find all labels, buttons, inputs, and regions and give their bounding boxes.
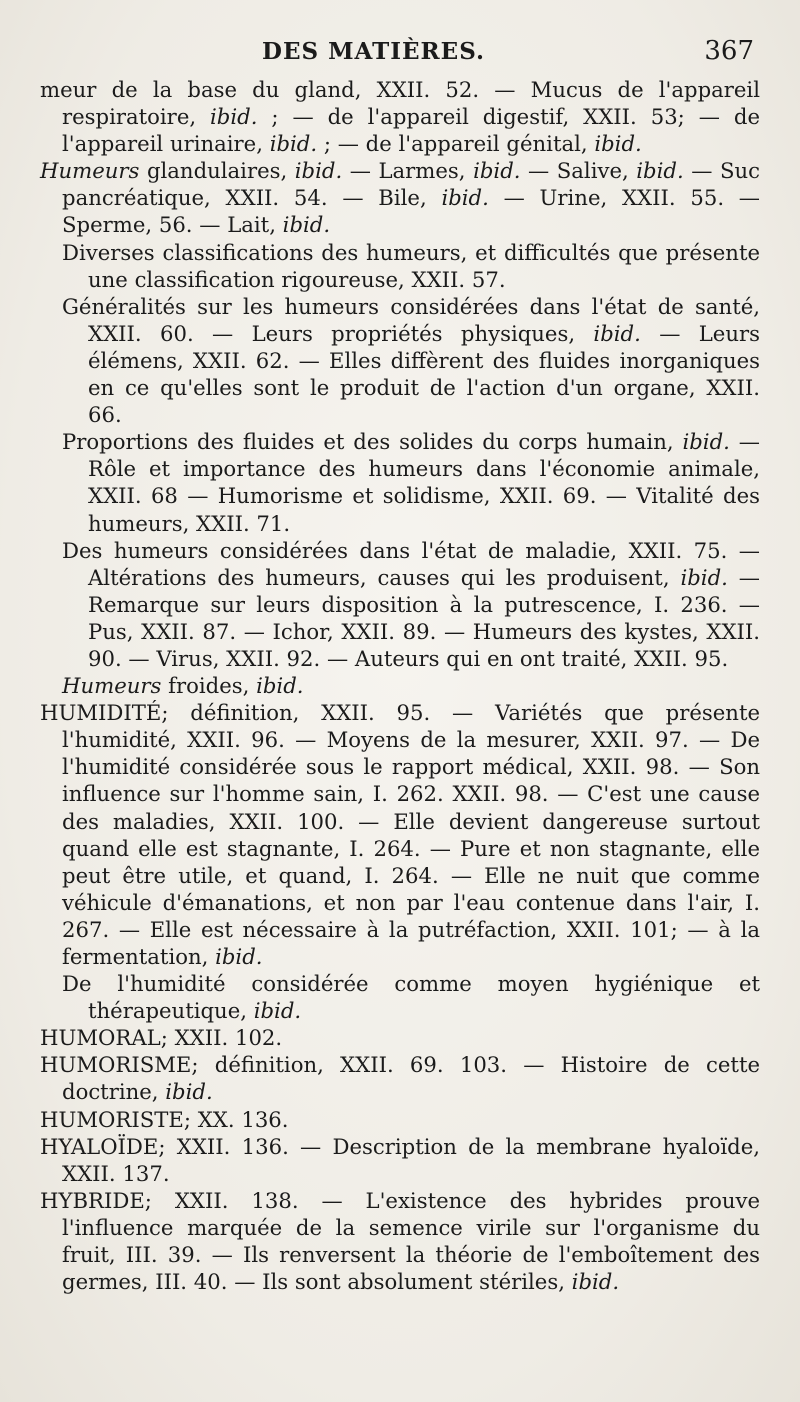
index-entry: HUMORAL; XXII. 102.	[40, 1025, 283, 1051]
index-entry: HYALOÏDE; XXII. 136. — Description de la membrane hyaloïde, XXII. 137.	[40, 1133, 760, 1186]
index-entry: HUMIDITÉ; définition, XXII. 95. — Variétés que présente l'humidité, XXII. 96. — Moyens de la mesurer, XXII. 97. — De l'humidité considérée sous le rapport médical, XXII. 98. — Son influence sur l'homme sain, I. 262. XXII. 98. — C'est une cause des maladies, XXII. 100. — Elle devient dangereuse surtout quand elle est stagnante, I. 264. — Pure et non stagnante, elle peut être utile, et quand, I. 264. — Elle ne nuit que comme véhicule d'émanations, et non par l'eau contenue dans l'air, I. 267. — Elle est nécessaire à la putréfaction, XXII. 101; — à la fermentation, ibid.	[40, 700, 760, 969]
running-head: DES MATIÈRES.	[262, 38, 485, 65]
page-header	[0, 36, 800, 70]
index-entry: HUMORISME; définition, XXII. 69. 103. — Histoire de cette doctrine, ibid.	[40, 1052, 760, 1105]
index-entry: Diverses classifications des humeurs, et difficultés que présente une classification rigoureuse, XXII. 57.	[62, 239, 760, 292]
index-entry: Des humeurs considérées dans l'état de maladie, XXII. 75. — Altérations des humeurs, causes qui les produisent, ibid. — Remarque sur leurs disposition à la putrescence, I. 236. — Pus, XXII. 87. — Ichor, XXII. 89. — Humeurs des kystes, XXII. 90. — Virus, XXII. 92. — Auteurs qui en ont traité, XXII. 95.	[62, 537, 760, 671]
index-entry: Humeurs froides, ibid.	[62, 673, 304, 699]
index-entry: HUMORISTE; XX. 136.	[40, 1106, 289, 1132]
index-entry: De l'humidité considérée comme moyen hygiénique et thérapeutique, ibid.	[62, 971, 760, 1024]
index-entry: Humeurs glandulaires, ibid. — Larmes, ibid. — Salive, ibid. — Suc pancréatique, XXII. 54. — Bile, ibid. — Urine, XXII. 55. — Sperme, 56. — Lait, ibid.	[40, 158, 760, 238]
page-number: 367	[704, 36, 754, 66]
index-entry: meur de la base du gland, XXII. 52. — Mucus de l'appareil respiratoire, ibid. ; — de l'appareil digestif, XXII. 53; — de l'appareil urinaire, ibid. ; — de l'appareil génital, ibid.	[40, 77, 760, 157]
index-body	[40, 76, 760, 1295]
index-entry: HYBRIDE; XXII. 138. — L'existence des hybrides prouve l'influence marquée de la semence virile sur l'organisme du fruit, III. 39. — Ils renversent la théorie de l'emboîtement des germes, III. 40. — Ils sont absolument stériles, ibid.	[40, 1187, 760, 1295]
index-entry: Proportions des fluides et des solides du corps humain, ibid. — Rôle et importance des humeurs dans l'économie animale, XXII. 68 — Humorisme et solidisme, XXII. 69. — Vitalité des humeurs, XXII. 71.	[62, 429, 760, 536]
index-entry: Généralités sur les humeurs considérées dans l'état de santé, XXII. 60. — Leurs propriétés physiques, ibid. — Leurs élémens, XXII. 62. — Elles diffèrent des fluides inorganiques en ce qu'elles sont le produit de l'action d'un organe, XXII. 66.	[62, 293, 760, 428]
